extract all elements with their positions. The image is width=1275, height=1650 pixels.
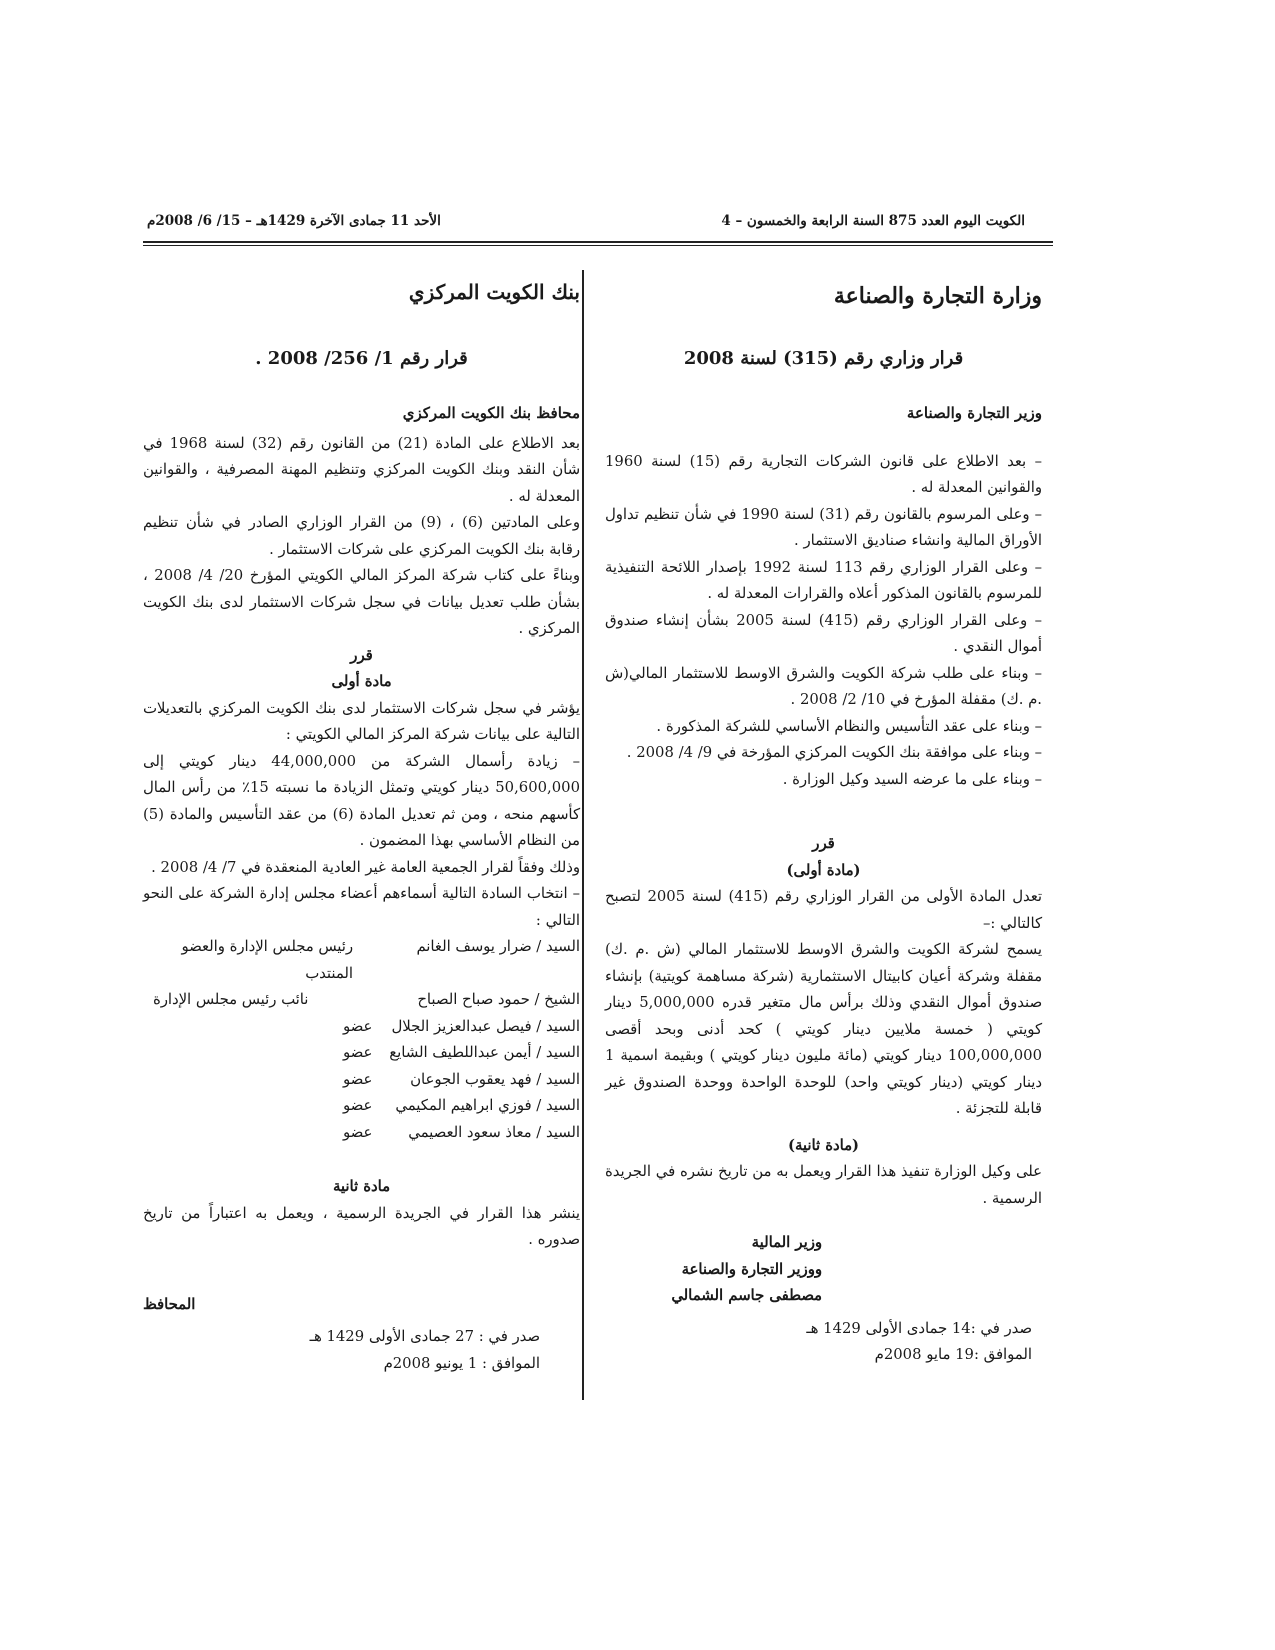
board-member-name: الشيخ / حمود صباح الصباح	[417, 991, 580, 1008]
article-1-title: (مادة أولى)	[786, 861, 861, 879]
preamble-item: – وبناء على عقد التأسيس والنظام الأساسي للشركة المذكورة .	[656, 717, 1042, 735]
board-member-row	[143, 1040, 580, 1067]
board-member-role: عضو	[343, 1123, 373, 1141]
board-member-role: عضو	[343, 1070, 373, 1088]
board-member-row	[143, 987, 580, 1014]
preamble-item: – وعلى القرار الوزاري رقم (415) لسنة 2005 بشأن إنشاء صندوق أموال النقدي .	[605, 611, 1042, 655]
preamble-item: – بعد الاطلاع على قانون الشركات التجارية رقم (15) لسنة 1960 والقوانين المعدلة له .	[605, 452, 1042, 496]
board-list	[143, 934, 580, 1146]
board-member-role: عضو	[343, 1044, 373, 1061]
issue-date	[143, 1324, 580, 1377]
ministry-heading: وزارة التجارة والصناعة	[833, 283, 1042, 309]
running-header-left: الأحد 11 جمادى الآخرة 1429هـ – 15/ 6/ 2008م	[147, 213, 441, 229]
article-1-title: مادة أولى	[331, 673, 392, 690]
signature-line: وزير المالية	[751, 1234, 822, 1251]
preamble-item: – وعلى القرار الوزاري رقم 113 لسنة 1992 بإصدار اللائحة التنفيذية للمرسوم بالقانون المذكور أعلاه والقرارات المعدلة له .	[605, 558, 1043, 602]
preamble-item: – وبناء على ما عرضه السيد وكيل الوزارة .	[782, 770, 1042, 788]
issuer-heading: محافظ بنك الكويت المركزي	[402, 404, 580, 422]
preamble	[605, 449, 1042, 794]
signature-block	[143, 1292, 580, 1319]
signature-line: ووزير التجارة والصناعة	[681, 1260, 822, 1278]
board-member-name: السيد / فهد يعقوب الجوعان	[410, 1070, 580, 1088]
header-rule-thin	[143, 245, 1053, 246]
preamble-item: – وبناء على طلب شركة الكويت والشرق الاوسط للاستثمار المالي(ش .م .ك) مقفلة المؤرخ في 10/ 2/ 2008 .	[605, 664, 1042, 708]
article-2-title: مادة ثانية	[332, 1178, 391, 1195]
board-member-role: عضو	[343, 1097, 373, 1114]
decision-title: قرار رقم 1/ 256/ 2008 .	[255, 347, 468, 369]
header-rule	[143, 241, 1053, 243]
board-member-row	[143, 934, 580, 987]
preamble-item: وبناءً على كتاب شركة المركز المالي الكويتي المؤرخ 20/ 4/ 2008 ، بشأن طلب تعديل بيانات في سجل شركات الاستثمار لدى بنك الكويت المركزي .	[143, 567, 580, 637]
article-1-body: يسمح لشركة الكويت والشرق الاوسط للاستثمار المالي (ش .م .ك) مقفلة وشركة أعيان كابيتال الاستثمارية (شركة مساهمة كويتية) بإنشاء صندوق أموال النقدي وذلك برأس مال متغير قدره 5,000,000 دينار كويتي ( خمسة ملايين دينار كويتي ) كحد أدنى وبحد أقصى 100,000,000 دينار كويتي (مائة مليون دينار كويتي ) وبقيمة اسمية 1 دينار كويتي (دينار كويتي واحد) للوحدة الواحدة ووحدة الصندوق غير قابلة للتجزئة .	[605, 941, 1043, 1117]
running-header-right: الكويت اليوم العدد 875 السنة الرابعة والخمسون – 4	[721, 213, 1025, 229]
article-1-item: – انتخاب السادة التالية أسماءهم أعضاء مجلس إدارة الشركة على النحو التالي :	[143, 885, 580, 929]
preamble-item: بعد الاطلاع على المادة (21) من القانون رقم (32) لسنة 1968 في شأن النقد وبنك الكويت المركزي وتنظيم المهنة المصرفية ، والقوانين المعدلة له .	[143, 434, 580, 505]
preamble-item: – وعلى المرسوم بالقانون رقم (31) لسنة 1990 في شأن تنظيم تداول الأوراق المالية وانشاء صناديق الاستثمار .	[605, 505, 1042, 549]
decision-title: قرار وزاري رقم (315) لسنة 2008	[683, 347, 964, 369]
board-member-name: السيد / فيصل عبدالعزيز الجلال	[391, 1017, 580, 1035]
issue-date-gregorian: الموافق : 1 يونيو 2008م	[383, 1354, 540, 1372]
article-1-intro: تعدل المادة الأولى من القرار الوزاري رقم (415) لسنة 2005 لتصبح كالتالي :–	[605, 888, 1042, 932]
column-divider	[582, 270, 584, 1400]
article-2-body: ينشر هذا القرار في الجريدة الرسمية ، ويعمل به اعتباراً من تاريخ صدوره .	[143, 1204, 580, 1248]
signature-title: المحافظ	[143, 1295, 196, 1313]
article-2-body: على وكيل الوزارة تنفيذ هذا القرار ويعمل به من تاريخ نشره في الجريدة الرسمية .	[605, 1163, 1042, 1207]
issue-date-hijri: صدر في : 27 جمادى الأولى 1429 هـ	[309, 1328, 540, 1345]
left-column	[143, 275, 580, 1377]
preamble-item: وعلى المادتين (6) ، (9) من القرار الوزاري الصادر في شأن تنظيم رقابة بنك الكويت المركزي على شركات الاستثمار .	[143, 514, 580, 558]
preamble-item: – وبناء على موافقة بنك الكويت المركزي المؤرخة في 9/ 4/ 2008 .	[626, 744, 1042, 761]
board-member-name: السيد / أيمن عبداللطيف الشايع	[389, 1044, 580, 1061]
board-member-name: السيد / معاذ سعود العصيمي	[408, 1123, 580, 1141]
institution-heading: بنك الكويت المركزي	[408, 280, 580, 304]
board-member-row	[143, 1014, 580, 1041]
board-member-row	[143, 1093, 580, 1120]
article-2-title: (مادة ثانية)	[787, 1136, 860, 1154]
signature-block	[605, 1230, 1042, 1310]
board-member-name: السيد / فوزي ابراهيم المكيمي	[395, 1097, 580, 1114]
board-member-role: رئيس مجلس الإدارة والعضو المنتدب	[181, 938, 353, 982]
issue-date	[605, 1316, 1042, 1369]
board-member-role: نائب رئيس مجلس الإدارة	[153, 991, 309, 1008]
decided-heading: قرر	[812, 835, 835, 852]
board-member-role: عضو	[343, 1017, 373, 1035]
signature-line: مصطفى جاسم الشمالي	[671, 1287, 822, 1304]
issue-date-gregorian: الموافق :19 مايو 2008م	[874, 1346, 1032, 1363]
board-member-row	[143, 1120, 580, 1147]
article-1-item: – زيادة رأسمال الشركة من 44,000,000 دينار كويتي إلى 50,600,000 دينار كويتي وتمثل الزيادة ما نسبته 15٪ من رأس المال كأسهم منحه ، ومن ثم تعديل المادة (6) من عقد التأسيس والمادة (5) من النظام الأساسي بهذا المضمون .	[143, 752, 580, 849]
preamble	[143, 431, 580, 643]
board-member-row	[143, 1067, 580, 1094]
issue-date-hijri: صدر في :14 جمادى الأولى 1429 هـ	[806, 1319, 1032, 1337]
article-1-intro: يؤشر في سجل شركات الاستثمار لدى بنك الكويت المركزي بالتعديلات التالية على بيانات شركة المركز المالي الكويتي :	[143, 699, 580, 743]
issuer-heading: وزير التجارة والصناعة	[906, 404, 1042, 422]
decided-heading: قرر	[350, 646, 373, 664]
right-column	[605, 275, 1042, 1369]
article-1-item: وذلك وفقاً لقرار الجمعية العامة غير العادية المنعقدة في 7/ 4/ 2008 .	[151, 858, 580, 876]
board-member-name: السيد / ضرار يوسف الغانم	[416, 938, 580, 955]
